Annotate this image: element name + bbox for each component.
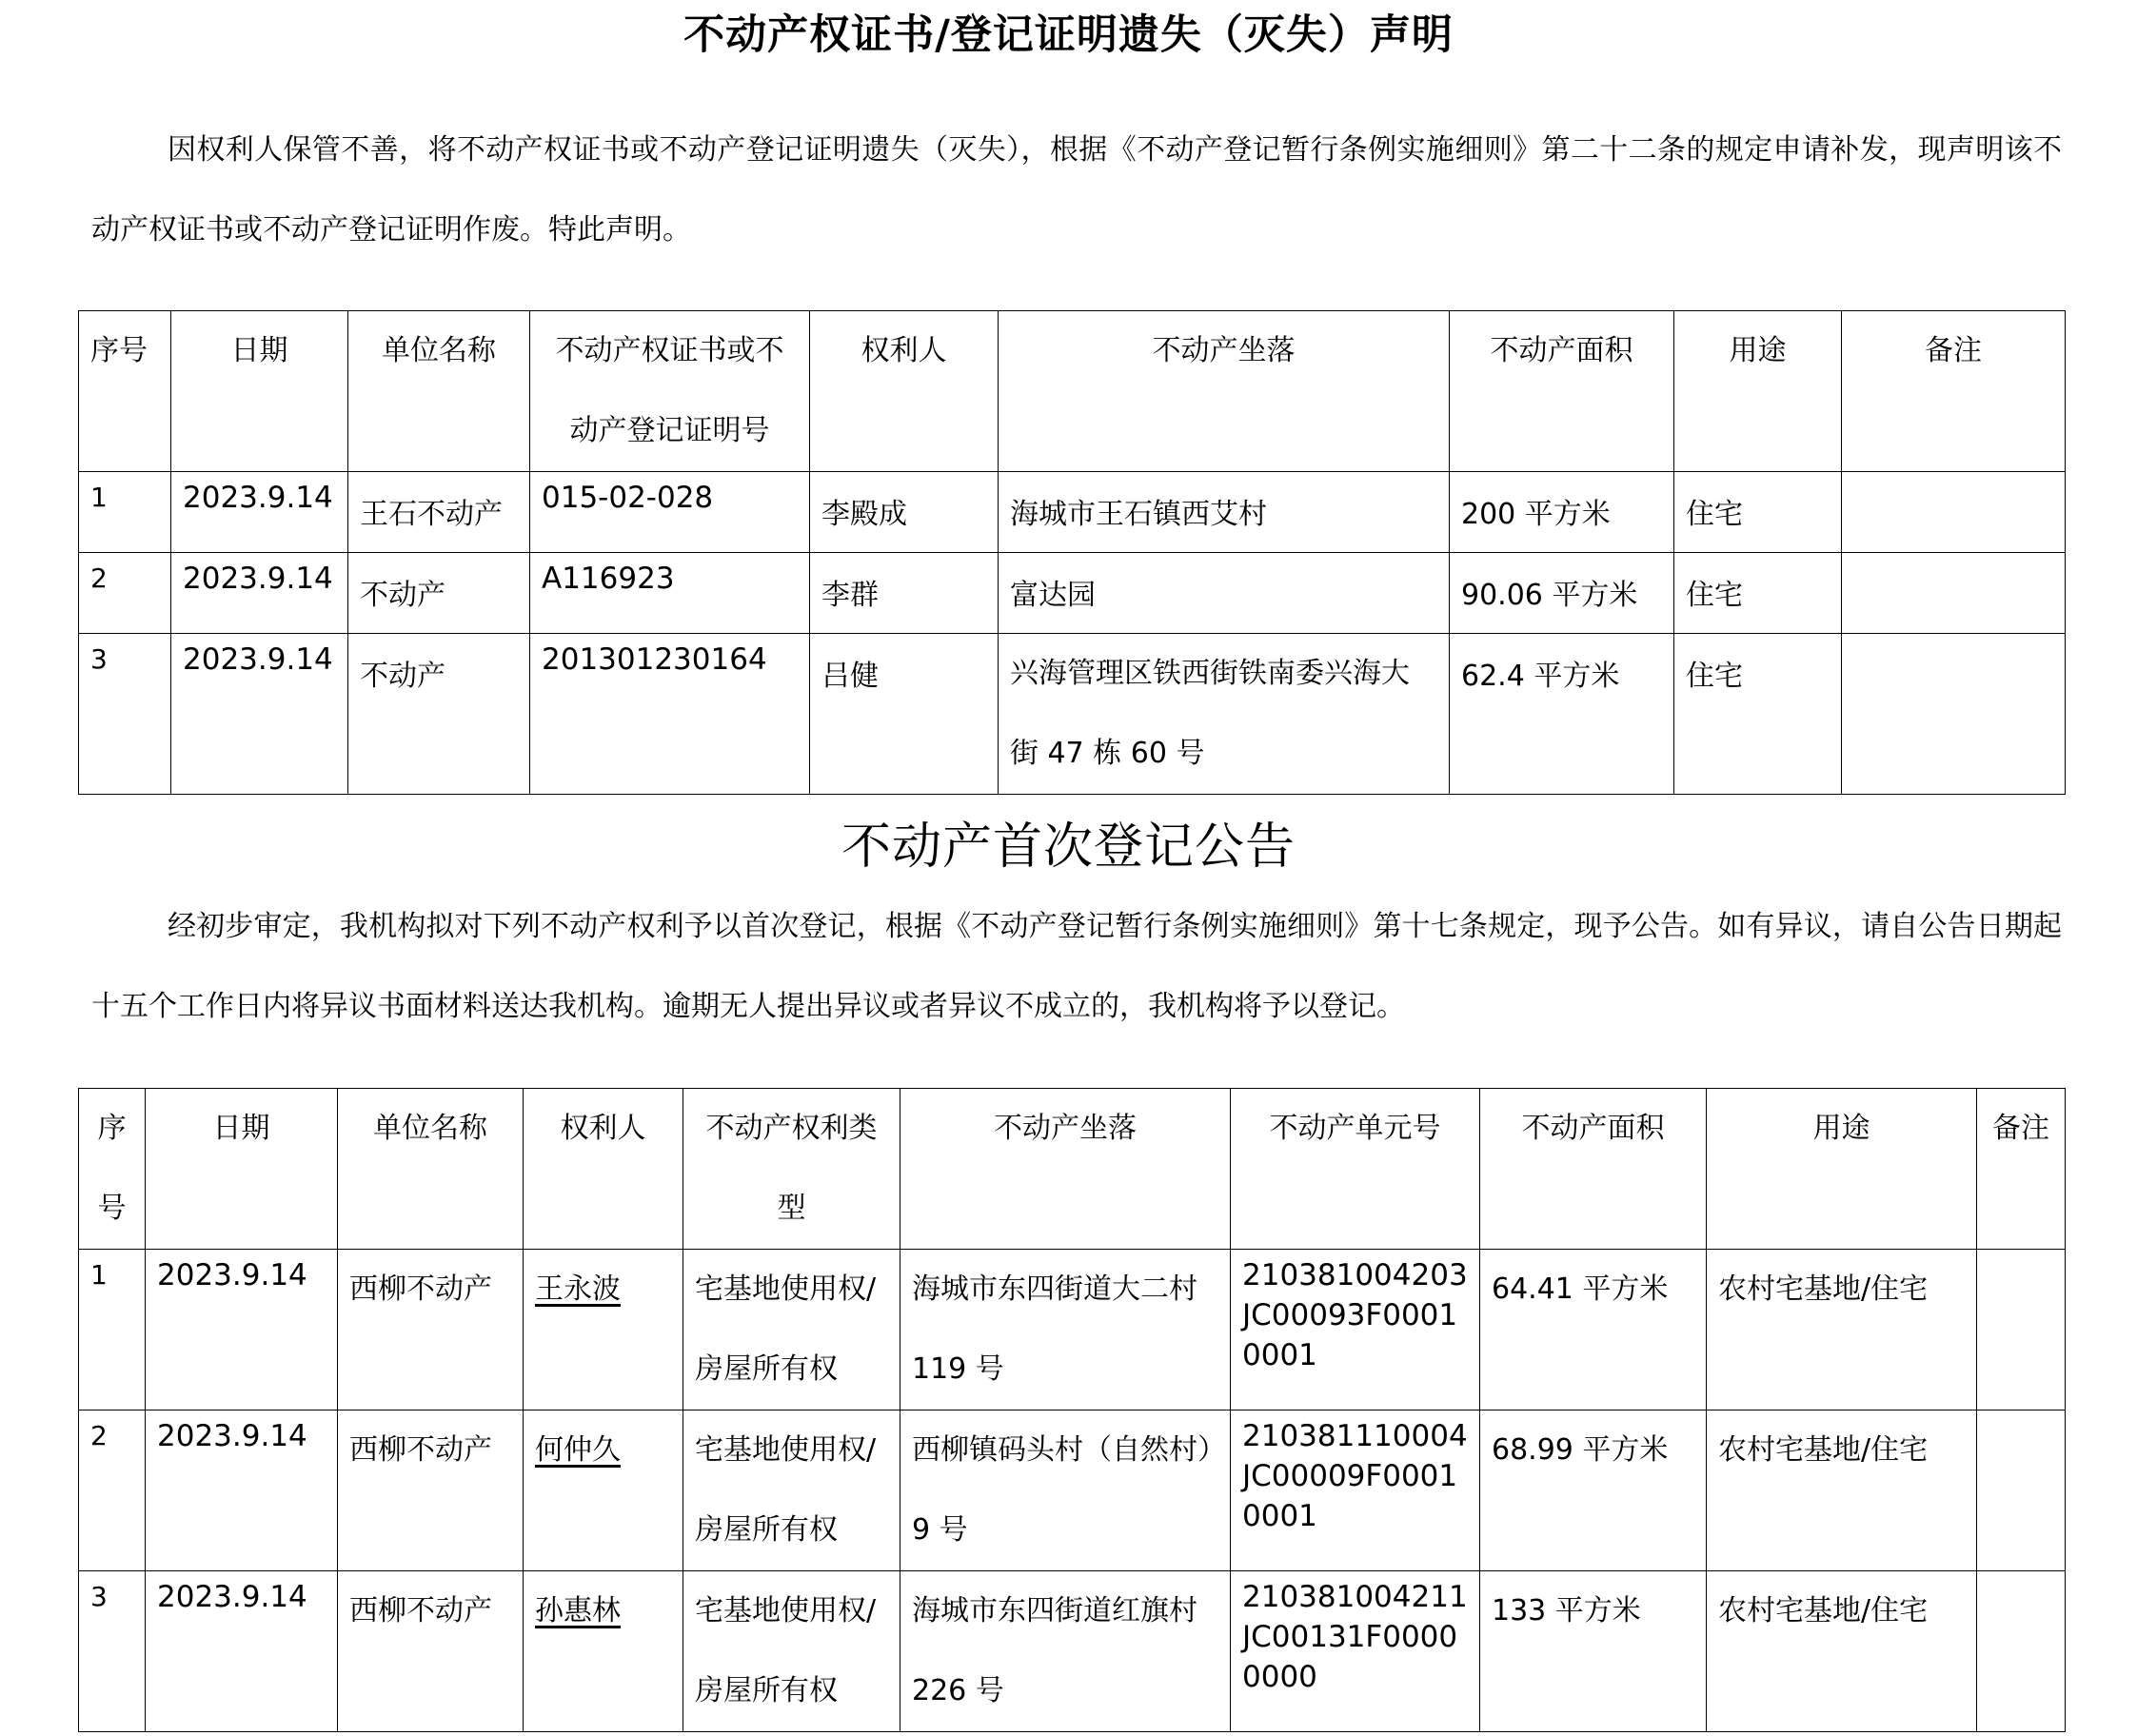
cell-owner: 李殿成 xyxy=(810,472,999,553)
owner-link[interactable]: 何仲久 xyxy=(535,1433,621,1467)
cell-unit-no: 210381004211JC00131F00000000 xyxy=(1231,1571,1480,1732)
cell-area: 133 平方米 xyxy=(1480,1571,1707,1732)
header-use: 用途 xyxy=(1707,1089,1977,1250)
cell-unit: 西柳不动产 xyxy=(338,1571,524,1732)
table-row xyxy=(79,634,2066,795)
cell-date: 2023.9.14 xyxy=(146,1571,338,1732)
table-header-row xyxy=(79,1089,2066,1250)
cell-cert-no: 201301230164 xyxy=(530,634,810,795)
first-registration-table xyxy=(78,1088,2066,1732)
cell-location: 海城市东四街道大二村 119 号 xyxy=(900,1250,1231,1410)
notice1-title: 不动产权证书/登记证明遗失（灭失）声明 xyxy=(683,11,1454,59)
cell-owner xyxy=(524,1571,683,1732)
cell-seq: 2 xyxy=(79,553,171,634)
cell-seq: 3 xyxy=(79,1571,146,1732)
header-seq: 序号 xyxy=(79,311,171,472)
cell-unit-no: 210381004203JC00093F00010001 xyxy=(1231,1250,1480,1410)
table-row xyxy=(79,1571,2066,1732)
cell-location: 西柳镇码头村（自然村）9 号 xyxy=(900,1410,1231,1571)
cell-area: 68.99 平方米 xyxy=(1480,1410,1707,1571)
table-row xyxy=(79,1250,2066,1410)
cell-use: 农村宅基地/住宅 xyxy=(1707,1410,1977,1571)
header-owner: 权利人 xyxy=(524,1089,683,1250)
cell-owner: 李群 xyxy=(810,553,999,634)
cell-date: 2023.9.14 xyxy=(171,634,348,795)
cell-seq: 2 xyxy=(79,1410,146,1571)
cell-owner xyxy=(524,1250,683,1410)
header-seq: 序号 xyxy=(79,1089,146,1250)
cell-right-type: 宅基地使用权/房屋所有权 xyxy=(683,1410,900,1571)
header-area: 不动产面积 xyxy=(1450,311,1674,472)
header-date: 日期 xyxy=(171,311,348,472)
cell-seq: 1 xyxy=(79,472,171,553)
cell-cert-no: A116923 xyxy=(530,553,810,634)
cell-use: 农村宅基地/住宅 xyxy=(1707,1250,1977,1410)
lost-certificate-table xyxy=(78,310,2066,795)
header-location: 不动产坐落 xyxy=(900,1089,1231,1250)
cell-date: 2023.9.14 xyxy=(146,1410,338,1571)
cell-location: 海城市王石镇西艾村 xyxy=(999,472,1450,553)
header-note: 备注 xyxy=(1842,311,2066,472)
cell-date: 2023.9.14 xyxy=(171,553,348,634)
cell-note xyxy=(1842,553,2066,634)
header-unit: 单位名称 xyxy=(348,311,530,472)
cell-seq: 1 xyxy=(79,1250,146,1410)
cell-use: 农村宅基地/住宅 xyxy=(1707,1571,1977,1732)
cell-note xyxy=(1842,634,2066,795)
cell-use: 住宅 xyxy=(1674,634,1842,795)
cell-location: 兴海管理区铁西街铁南委兴海大街 47 栋 60 号 xyxy=(999,634,1450,795)
cell-location: 富达园 xyxy=(999,553,1450,634)
cell-unit: 王石不动产 xyxy=(348,472,530,553)
cell-cert-no: 015-02-028 xyxy=(530,472,810,553)
notice1-paragraph: 因权利人保管不善，将不动产权证书或不动产登记证明遗失（灭失），根据《不动产登记暂行条例实施细则》第二十二条的规定申请补发，现声明该不动产权证书或不动产登记证明作废。特此声明。 xyxy=(91,133,2062,247)
table-row xyxy=(79,553,2066,634)
cell-unit: 不动产 xyxy=(348,553,530,634)
cell-note xyxy=(1977,1410,2066,1571)
cell-date: 2023.9.14 xyxy=(146,1250,338,1410)
cell-area: 90.06 平方米 xyxy=(1450,553,1674,634)
header-right-type: 不动产权利类型 xyxy=(683,1089,900,1250)
cell-unit: 西柳不动产 xyxy=(338,1250,524,1410)
cell-seq: 3 xyxy=(79,634,171,795)
cell-unit-no: 210381110004JC00009F00010001 xyxy=(1231,1410,1480,1571)
cell-area: 64.41 平方米 xyxy=(1480,1250,1707,1410)
cell-use: 住宅 xyxy=(1674,553,1842,634)
cell-area: 200 平方米 xyxy=(1450,472,1674,553)
header-date: 日期 xyxy=(146,1089,338,1250)
header-unit-no: 不动产单元号 xyxy=(1231,1089,1480,1250)
header-owner: 权利人 xyxy=(810,311,999,472)
header-unit: 单位名称 xyxy=(338,1089,524,1250)
cell-area: 62.4 平方米 xyxy=(1450,634,1674,795)
header-note: 备注 xyxy=(1977,1089,2066,1250)
cell-note xyxy=(1977,1250,2066,1410)
table-header-row xyxy=(79,311,2066,472)
cell-right-type: 宅基地使用权/房屋所有权 xyxy=(683,1571,900,1732)
cell-date: 2023.9.14 xyxy=(171,472,348,553)
cell-note xyxy=(1842,472,2066,553)
header-area: 不动产面积 xyxy=(1480,1089,1707,1250)
notice2-paragraph: 经初步审定，我机构拟对下列不动产权利予以首次登记，根据《不动产登记暂行条例实施细则》第十七条规定，现予公告。如有异议，请自公告日期起十五个工作日内将异议书面材料送达我机构。逾期无人提出异议或者异议不成立的，我机构将予以登记。 xyxy=(91,910,2062,1023)
cell-right-type: 宅基地使用权/房屋所有权 xyxy=(683,1250,900,1410)
cell-location: 海城市东四街道红旗村 226 号 xyxy=(900,1571,1231,1732)
cell-unit: 西柳不动产 xyxy=(338,1410,524,1571)
owner-link[interactable]: 王永波 xyxy=(535,1272,621,1306)
table-row xyxy=(79,1410,2066,1571)
header-use: 用途 xyxy=(1674,311,1842,472)
cell-unit: 不动产 xyxy=(348,634,530,795)
cell-owner xyxy=(524,1410,683,1571)
owner-link[interactable]: 孙惠林 xyxy=(535,1594,621,1628)
notice2-title: 不动产首次登记公告 xyxy=(841,819,1296,876)
table-row xyxy=(79,472,2066,553)
cell-note xyxy=(1977,1571,2066,1732)
header-location: 不动产坐落 xyxy=(999,311,1450,472)
header-cert-no: 不动产权证书或不动产登记证明号 xyxy=(530,311,810,472)
cell-owner: 吕健 xyxy=(810,634,999,795)
cell-use: 住宅 xyxy=(1674,472,1842,553)
